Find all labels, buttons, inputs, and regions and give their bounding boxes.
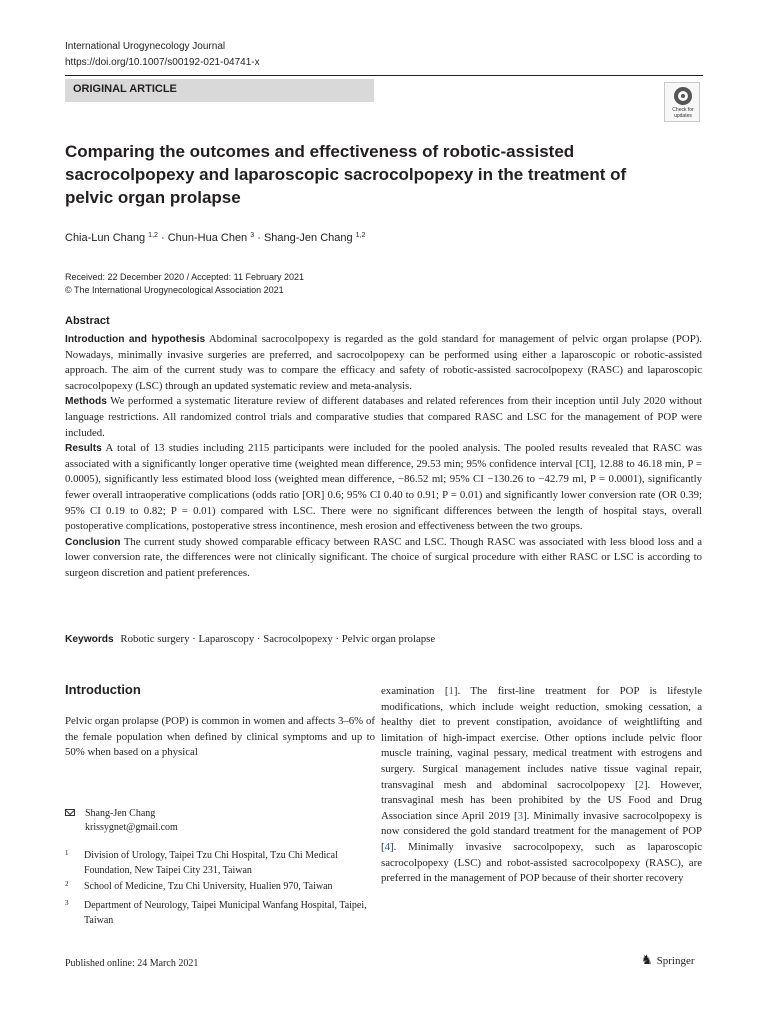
author-separator: ·: [157, 232, 168, 244]
update-check-icon: [674, 87, 692, 105]
header-divider: [65, 75, 703, 76]
abstract-heading: Abstract: [65, 315, 110, 327]
keywords-line: [65, 633, 435, 645]
check-for-updates-badge[interactable]: [664, 82, 700, 122]
keywords-label: Keywords: [65, 634, 114, 645]
author-affiliation-marker: 1,2: [355, 232, 366, 239]
author-list: [65, 232, 365, 244]
affiliation-text: Division of Urology, Taipei Tzu Chi Hospital, Tzu Chi Medical Foundation, New Taipei City 231, Taiwan: [84, 850, 338, 876]
introduction-text-right: [381, 684, 702, 887]
body-text: ]. However, transvaginal mesh has been prohibited by the US Food and Drug Association since April 2019 [: [381, 778, 702, 822]
abstract-section-label: Conclusion: [65, 536, 121, 548]
affiliation-text: School of Medicine, Tzu Chi University, Hualien 970, Taiwan: [84, 881, 333, 892]
copyright-notice: © The International Urogynecological Association 2021: [65, 285, 284, 295]
received-accepted-dates: Received: 22 December 2020 / Accepted: 11 February 2021: [65, 272, 304, 282]
article-type-banner: [65, 79, 374, 102]
introduction-text-left: Pelvic organ prolapse (POP) is common in women and affects 3–6% of the female population when defined by clinical symptoms and up to 50% when based on a physical: [65, 715, 375, 759]
abstract-body: [65, 332, 702, 582]
corresponding-author-name: Shang-Jen Chang: [85, 808, 156, 819]
citation-link[interactable]: 1: [448, 685, 454, 697]
citation-link[interactable]: 2: [638, 778, 644, 791]
published-online-date: Published online: 24 March 2021: [65, 958, 199, 969]
citation-link[interactable]: 3: [517, 809, 524, 822]
body-text: ]. Minimally invasive sacrocolpopexy is now considered the gold standard treatment for the management of POP [: [381, 809, 702, 853]
author-name[interactable]: Chia-Lun Chang: [65, 232, 149, 244]
abstract-section-label: Results: [65, 443, 102, 455]
author-affiliation-marker: 3: [250, 232, 255, 239]
abstract-section-text: We performed a systematic literature review of different databases and related references from their inception until July 2020 without language restrictions. All randomized control trials and comparative studies that compared RASC and LSC for the management of POP were included.: [65, 395, 702, 439]
body-text: ]. The first-line treatment for POP is lifestyle modifications, which include weight reduction, smoking cessation, a healthy diet to prevent constipation, avoidance of weightlifting and limitation of high-impact exercise. Other options include pelvic floor muscle training, vaginal pessary, medical treatment with estrogens and surgery. Surgical management includes native tissue vaginal repair, transvaginal mesh and abdominal sacrocolpopexy [: [381, 685, 703, 791]
doi-link[interactable]: https://doi.org/10.1007/s00192-021-04741-x: [65, 57, 260, 68]
affiliation-number: 3: [65, 899, 69, 907]
affiliation-text: Department of Neurology, Taipei Municipal Wanfang Hospital, Taipei, Taiwan: [84, 900, 367, 926]
introduction-heading: Introduction: [65, 682, 141, 697]
abstract-section-label: Methods: [65, 396, 107, 408]
keywords-list: Robotic surgery · Laparoscopy · Sacrocolpopexy · Pelvic organ prolapse: [120, 633, 436, 645]
abstract-section: [65, 394, 702, 441]
author-separator: ·: [254, 232, 264, 244]
body-text: examination [: [381, 685, 449, 697]
abstract-section-text: Abdominal sacrocolpopexy is regarded as the gold standard for management of pelvic organ prolapse (POP). Nowadays, minimally invasive surgeries are preferred, and sacrocolpopexy can be performed using either a laparoscopic or robotic-assisted approach. The aim of the current study was to compare the efficacy and safety of robotic-assisted sacrocolpopexy (RASC) and laparoscopic sacrocolpopexy (LSC) through an updated systematic review and meta-analysis.: [65, 333, 702, 392]
publisher-logo: [641, 952, 695, 968]
paper-title: Comparing the outcomes and effectiveness of robotic-assisted sacrocolpopexy and laparoscopic sacrocolpopexy in the treatment of pelvic organ prolapse: [65, 142, 627, 207]
author-name[interactable]: Shang-Jen Chang: [263, 232, 356, 244]
affiliation-number: 1: [65, 849, 69, 857]
abstract-section: [65, 535, 702, 582]
author-name[interactable]: Chun-Hua Chen: [167, 232, 251, 244]
abstract-section-text: The current study showed comparable efficacy between RASC and LSC. Though RASC was associated with less blood loss and a lower conversion rate, the differences were not clinically significant. The choice of surgical procedure with either RASC or LSC is according to surgeon discretion and patient preferences.: [65, 535, 702, 579]
check-for-updates-label: Check for updates: [672, 107, 694, 119]
publisher-name: Springer: [656, 955, 695, 967]
author-affiliation-marker: 1,2: [148, 232, 158, 239]
abstract-section-text: A total of 13 studies including 2115 participants were included for the pooled analysis. The pooled results revealed that RASC was associated with a significantly longer operative time (weighted mean difference, 29.53 min; 95% confidence interval [CI], 12.88 to 46.18 min, P = 0.0005), significantly less estimated blood loss (weighted mean difference, −86.52 ml; 95% CI −130.26 to −42.79 ml, P = 0.0001), significantly fewer overall intraoperative complications (odds ratio [OR] 0.6; 95% CI 0.40 to 0.91; P = 0.01) and significantly lower conversion rate (OR 0.39; 95% CI 0.19 to 0.82; P = 0.01) compared with LSC. There were no significant differences between the length of hospital stays, overall postoperative complications, postoperative stress incontinence, mesh erosion and effectiveness between the two groups.: [65, 442, 702, 533]
abstract-section: [65, 332, 702, 394]
envelope-icon: [65, 809, 75, 816]
affiliation-number: 2: [65, 880, 69, 888]
springer-horse-icon: ♞: [641, 952, 653, 967]
corresponding-author-email[interactable]: krissygnet@gmail.com: [85, 822, 178, 833]
journal-name: International Urogynecology Journal: [65, 41, 226, 52]
abstract-section: [65, 441, 702, 535]
article-type-label: ORIGINAL ARTICLE: [73, 83, 177, 95]
citation-link[interactable]: 4: [384, 840, 391, 853]
body-text: ]. Minimally invasive sacrocolpopexy, such as laparoscopic sacrocolpopexy (LSC) and robot-assisted sacrocolpopexy (RASC), are preferred in the management of POP because of their shorter recovery: [381, 840, 702, 885]
abstract-section-label: Introduction and hypothesis: [65, 334, 206, 345]
